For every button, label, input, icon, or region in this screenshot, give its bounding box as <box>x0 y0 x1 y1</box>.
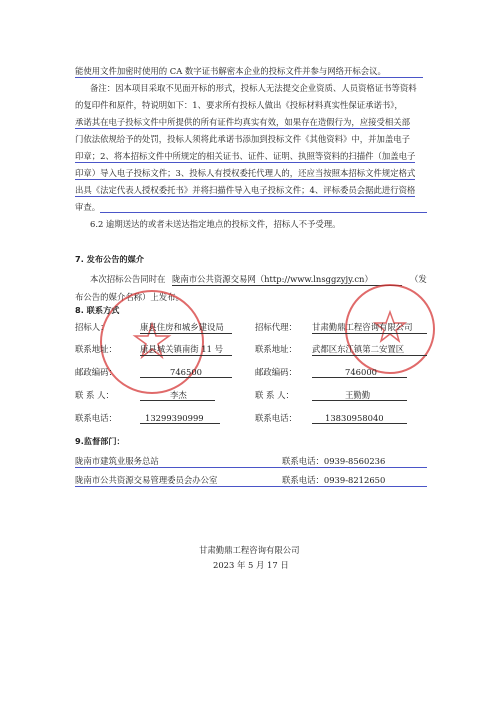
agent-label: 招标代理： <box>255 322 297 332</box>
notes-line-9: 审查。 <box>75 202 101 212</box>
notes-line-7: 印章）导入电子投标文件；3、投标人有授权委托代理人的，还应当按照本招标文件规定格式 <box>75 168 416 178</box>
section-7-heading: 7. 发布公告的媒介 <box>75 254 144 264</box>
agent-value: 甘肃勤鼎工程咨询有限公司 <box>312 322 427 334</box>
notes-line-10: 6.2 逾期送达的或者未送达指定地点的投标文件，招标人不予受理。 <box>90 219 341 229</box>
footer-company: 甘肃勤鼎工程咨询有限公司 <box>199 545 300 555</box>
contact-value-2: 王勤勤 <box>345 390 371 400</box>
zip-value-2: 746000 <box>345 367 377 377</box>
tenderer-value: 康县住房和城乡建设局 <box>140 322 232 334</box>
supervisor-2-underline <box>75 486 427 487</box>
zip-label-2: 邮政编码： <box>255 367 297 377</box>
zip-value-1: 746500 <box>170 367 202 377</box>
notes-line-4: 承诺其在电子投标文件中所提供的所有证件均真实有效，如果存在造假行为，应接受相关部 <box>75 117 410 127</box>
supervisor-2-name: 陇南市公共资源交易管理委员会办公室 <box>75 475 218 485</box>
section-7-media: 陇南市公共资源交易网（http://www.lnsggzyjy.cn） <box>172 274 402 286</box>
contact-label-2: 联 系 人： <box>255 390 294 400</box>
notes-underline <box>100 212 427 213</box>
supervisor-1-underline <box>75 467 427 468</box>
supervisor-1-phone: 联系电话：0939-8560236 <box>282 456 386 466</box>
notes-line-5: 门依法依规给予的处罚，投标人须将此承诺书添加到投标文件《其他资料》中，并加盖电子 <box>75 134 410 144</box>
zip-label-1: 邮政编码： <box>75 367 117 377</box>
notes-line-1: 能使用文件加密时使用的 CA 数字证书解密本企业的投标文件并参与网络开标会议。 <box>75 66 423 78</box>
address-value-2: 武都区东江镇第二安置区 <box>312 344 427 356</box>
supervisor-1-name: 陇南市建筑业服务总站 <box>75 456 159 466</box>
section-8-heading: 8. 联系方式 <box>75 305 120 315</box>
phone-value-2: 13830958040 <box>325 413 384 423</box>
address-label-1: 联系地址： <box>75 344 117 354</box>
footer-date: 2023 年 5 月 17 日 <box>213 560 289 570</box>
supervisor-2-phone: 联系电话：0939-8212650 <box>282 475 386 485</box>
notes-line-8: 出具《法定代表人授权委托书》并将扫描件导入电子投标文件；4、评标委员会据此进行资格 <box>75 185 416 195</box>
phone-value-1: 13299390999 <box>145 413 204 423</box>
tenderer-label: 招标人： <box>75 322 109 332</box>
phone-label-1: 联系电话： <box>75 413 117 423</box>
address-label-2: 联系地址： <box>255 344 297 354</box>
phone-label-2: 联系电话： <box>255 413 297 423</box>
section-7-text-c: （发 <box>410 274 427 284</box>
section-7-text-2: 布公告的媒介名称）上发布。 <box>75 292 184 302</box>
notes-line-6: 印章；2、将本招标文件中所规定的相关证书、证件、证明、执照等资料的扫描件（加盖电子 <box>75 151 416 161</box>
address-value-1: 康县城关镇南街 11 号 <box>140 344 232 356</box>
section-7-text-a: 本次招标公告同时在 <box>90 274 166 284</box>
contact-label-1: 联 系 人： <box>75 390 114 400</box>
notes-line-3: 的复印件和原件，特说明如下：1、要求所有投标人做出《投标材料真实性保证承诺书》， <box>75 100 403 110</box>
notes-line-2: 备注：因本项目采取不见面开标的形式，投标人无法提交企业资质、人员资格证书等资料 <box>90 83 417 93</box>
section-9-heading: 9.监督部门： <box>75 436 125 446</box>
contact-value-1: 李杰 <box>170 390 187 400</box>
